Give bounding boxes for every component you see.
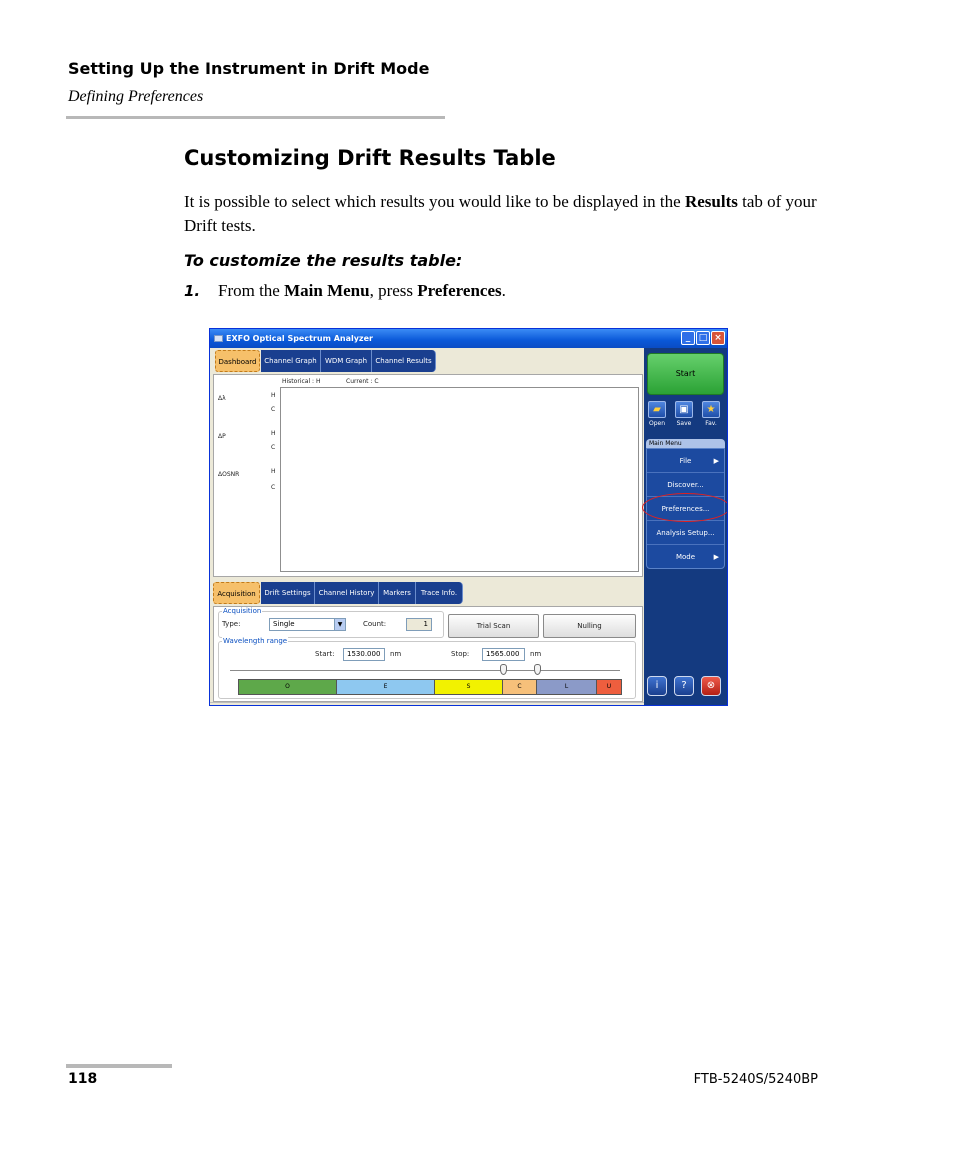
menu-item-mode[interactable]: Mode ▶ — [647, 545, 724, 569]
main-menu — [646, 448, 725, 569]
param-c: C — [271, 484, 276, 491]
section-subtitle: Defining Preferences — [68, 88, 204, 105]
tab-markers[interactable]: Markers — [379, 582, 416, 604]
menu-item-preferences[interactable]: Preferences... — [647, 497, 724, 521]
open-button[interactable]: ▰ Open — [645, 400, 669, 428]
favorites-button[interactable]: ★ Fav. — [699, 400, 723, 428]
main-menu-header: Main Menu — [646, 439, 725, 448]
range-slider-track[interactable] — [230, 670, 620, 671]
start-unit: nm — [390, 650, 402, 658]
historical-legend: Historical : H — [282, 378, 321, 385]
app-screenshot — [209, 328, 728, 706]
tab-dashboard[interactable]: Dashboard — [215, 350, 260, 372]
param-label: ΔP — [218, 433, 226, 440]
band-bar — [238, 679, 622, 695]
menu-item-discover[interactable]: Discover... — [647, 473, 724, 497]
chapter-title: Setting Up the Instrument in Drift Mode — [68, 59, 430, 78]
help-button[interactable] — [674, 676, 694, 696]
header-rule — [66, 116, 445, 119]
tab-wdm-graph[interactable]: WDM Graph — [321, 350, 372, 372]
stop-label: Stop: — [451, 650, 470, 658]
tab-channel-history[interactable]: Channel History — [315, 582, 379, 604]
start-wavelength-input[interactable]: 1530.000 — [343, 648, 385, 661]
settings-tabbar — [211, 580, 643, 606]
window-title: EXFO Optical Spectrum Analyzer — [226, 334, 373, 343]
step-number: 1. — [184, 282, 201, 300]
current-legend: Current : C — [346, 378, 379, 385]
param-c: C — [271, 406, 276, 413]
band-s: S — [435, 680, 503, 694]
tab-channel-graph[interactable]: Channel Graph — [261, 350, 321, 372]
close-button[interactable]: × — [711, 331, 725, 345]
chevron-down-icon: ▼ — [334, 619, 345, 630]
start-button[interactable]: Start — [647, 353, 724, 395]
menu-item-file[interactable]: File ▶ — [647, 449, 724, 473]
info-icon: i — [655, 680, 659, 691]
status-bar — [210, 702, 644, 706]
band-u: U — [597, 680, 621, 694]
band-o: O — [239, 680, 337, 694]
exit-button[interactable] — [701, 676, 721, 696]
param-h: H — [271, 468, 276, 475]
param-c: C — [271, 444, 276, 451]
footer-rule — [66, 1064, 172, 1068]
trial-scan-button[interactable]: Trial Scan — [448, 614, 539, 638]
save-button[interactable]: ▣ Save — [672, 400, 696, 428]
param-h: H — [271, 430, 276, 437]
folder-icon: ▰ — [648, 401, 666, 418]
param-label: ΔOSNR — [218, 471, 240, 478]
stop-wavelength-input[interactable]: 1565.000 — [482, 648, 525, 661]
section-title: Customizing Drift Results Table — [184, 146, 556, 170]
procedure-title: To customize the results table: — [184, 251, 463, 270]
drift-graph-area[interactable] — [280, 387, 639, 572]
arrow-right-icon: ▶ — [713, 553, 719, 561]
help-icon: ? — [681, 680, 687, 691]
band-e: E — [337, 680, 435, 694]
star-icon: ★ — [702, 401, 720, 418]
wavelength-group-label: Wavelength range — [223, 637, 288, 645]
tab-drift-settings[interactable]: Drift Settings — [261, 582, 315, 604]
tab-acquisition[interactable]: Acquisition — [213, 582, 260, 604]
nulling-button[interactable]: Nulling — [543, 614, 636, 638]
window-titlebar — [210, 329, 727, 348]
band-l: L — [537, 680, 597, 694]
step-1: 1. From the Main Menu, press Preferences. — [184, 281, 506, 300]
floppy-disk-icon: ▣ — [675, 401, 693, 418]
acquisition-group-label: Acquisition — [223, 607, 262, 615]
band-c: C — [503, 680, 537, 694]
maximize-button[interactable]: □ — [696, 331, 710, 345]
param-h: H — [271, 392, 276, 399]
info-button[interactable] — [647, 676, 667, 696]
acquisition-panel — [213, 606, 643, 702]
type-label: Type: — [222, 620, 241, 628]
start-label: Start: — [315, 650, 335, 658]
minimize-button[interactable]: _ — [681, 331, 695, 345]
tab-trace-info[interactable]: Trace Info. — [416, 582, 463, 604]
intro-paragraph: It is possible to select which results you would like to be displayed in the Results tab of your Drift tests. — [184, 192, 817, 235]
product-model: FTB-5240S/5240BP — [693, 1072, 818, 1087]
count-field[interactable]: 1 — [406, 618, 432, 631]
count-label: Count: — [363, 620, 387, 628]
range-slider-stop-handle[interactable] — [534, 664, 541, 675]
right-control-panel — [644, 348, 727, 706]
app-icon — [214, 335, 223, 342]
dashboard-panel — [213, 374, 643, 577]
view-tabbar — [211, 348, 643, 374]
highlight-circle — [642, 493, 728, 522]
range-slider-start-handle[interactable] — [500, 664, 507, 675]
arrow-right-icon: ▶ — [713, 457, 719, 465]
page-number: 118 — [68, 1071, 98, 1087]
param-label: Δλ — [218, 395, 226, 402]
tab-channel-results[interactable]: Channel Results — [372, 350, 436, 372]
type-select[interactable]: Single ▼ — [269, 618, 346, 631]
power-icon: ⊗ — [706, 680, 716, 691]
stop-unit: nm — [530, 650, 542, 658]
menu-item-analysis-setup[interactable]: Analysis Setup... — [647, 521, 724, 545]
